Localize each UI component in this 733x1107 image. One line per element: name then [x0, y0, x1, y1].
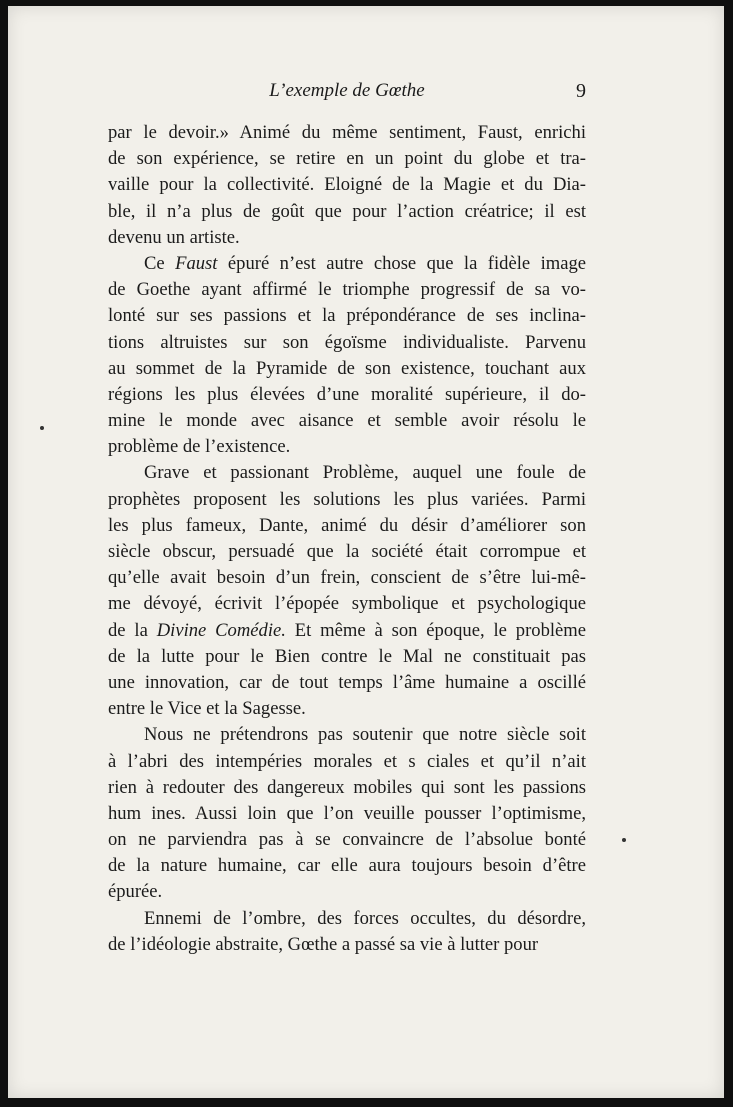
text-line: rien à redouter des dangereux mobiles qui sont les passions: [108, 776, 586, 798]
text-line: Ennemi de l’ombre, des forces occultes, du désordre,: [144, 907, 586, 929]
text-line: lonté sur ses passions et la prépondérance de ses inclina-: [108, 305, 586, 327]
text-line: entre le Vice et la Sagesse.: [108, 698, 306, 720]
text-line: tions altruistes sur son égoïsme individualiste. Parvenu: [108, 331, 586, 353]
running-header: [108, 78, 586, 108]
text-line: de Goethe ayant affirmé le triomphe progressif de sa vo-: [108, 279, 586, 301]
text-line: devenu un artiste.: [108, 226, 240, 248]
paragraph: [108, 722, 586, 905]
body-text: [108, 120, 586, 958]
text-line: Nous ne prétendrons pas soutenir que notre siècle soit: [144, 724, 586, 746]
text-line: mine le monde avec aisance et semble avoir résolu le: [108, 410, 586, 432]
text-line: Grave et passionant Problème, auquel une foule de: [144, 462, 586, 484]
text-line: vaille pour la collectivité. Eloigné de la Magie et du Dia-: [108, 174, 586, 196]
text-line: siècle obscur, persuadé que la société était corrompue et: [108, 541, 586, 562]
paragraph: [108, 460, 586, 722]
text-line: me dévoyé, écrivit l’épopée symbolique et psychologique: [108, 593, 586, 615]
running-title: L’exemple de Gœthe: [269, 80, 425, 101]
text-line: qu’elle avait besoin d’un frein, conscient de s’être lui-mê-: [108, 567, 586, 589]
italic-title: Divine Comédie.: [156, 619, 286, 641]
ink-speck: [622, 838, 626, 842]
paragraph: [108, 251, 586, 461]
text-line: au sommet de la Pyramide de son existence, touchant aux: [108, 357, 586, 379]
text-line: de la Divine Comédie. Et même à son époque, le problème: [108, 619, 587, 641]
text-line: prophètes proposent les solutions les plus variées. Parmi: [108, 488, 586, 510]
italic-title: Faust: [175, 252, 218, 274]
text-line: on ne parviendra pas à se convaincre de l’absolue bonté: [108, 829, 586, 851]
text-line: régions les plus élevées d’une moralité supérieure, il do-: [108, 383, 586, 405]
text-line: de son expérience, se retire en un point du globe et tra-: [108, 148, 586, 170]
text-line: les plus fameux, Dante, animé du désir d’améliorer son: [108, 514, 586, 536]
ink-speck: [40, 426, 44, 430]
text-line: hum ines. Aussi loin que l’on veuille pousser l’optimisme,: [108, 802, 586, 824]
paragraph: [108, 906, 586, 958]
text-line: par le devoir.» Animé du même sentiment, Faust, enrichi: [108, 122, 586, 143]
paragraph: [108, 120, 586, 251]
text-line: de la lutte pour le Bien contre le Mal ne constituait pas: [108, 645, 586, 667]
text-line: de l’idéologie abstraite, Gœthe a passé sa vie à lutter pour: [108, 933, 539, 955]
text-line: Ce Faust épuré n’est autre chose que la fidèle image: [144, 252, 586, 274]
text-line: de la nature humaine, car elle aura toujours besoin d’être: [108, 855, 586, 877]
text-line: à l’abri des intempéries morales et s ciales et qu’il n’ait: [108, 750, 586, 772]
text-line: une innovation, car de tout temps l’âme humaine a oscillé: [108, 671, 586, 693]
text-line: problème de l’existence.: [108, 436, 291, 458]
text-line: ble, il n’a plus de goût que pour l’action créatrice; il est: [108, 200, 586, 222]
page-number: 9: [576, 80, 586, 102]
text-line: épurée.: [108, 881, 163, 903]
